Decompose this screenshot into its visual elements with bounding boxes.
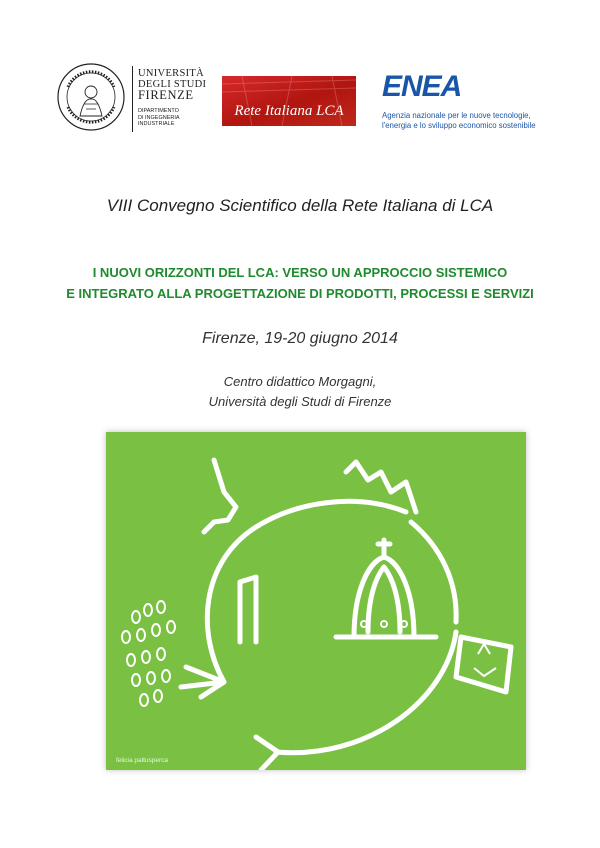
university-seal-icon xyxy=(56,62,126,132)
artwork-credit: felicia paltusperca xyxy=(116,757,169,764)
cover-artwork xyxy=(106,432,526,770)
enea-tagline-line2: l'energia e lo sviluppo economico sostenibile xyxy=(382,120,536,130)
department-line2: DI INGEGNERIA xyxy=(138,114,180,121)
cycle-arrow-icon xyxy=(256,737,278,770)
florence-cycle-illustration xyxy=(106,432,526,770)
university-line1: UNIVERSITÀ xyxy=(138,68,204,79)
department-line3: INDUSTRIALE xyxy=(138,121,175,127)
enea-logo xyxy=(382,70,572,132)
theme-line1: I NUOVI ORIZZONTI DEL LCA: VERSO UN APPROCCIO SISTEMICO xyxy=(92,265,508,280)
enea-tagline-line1: Agenzia nazionale per le nuove tecnologie, xyxy=(382,111,531,120)
conference-venue xyxy=(0,372,600,412)
conference-theme xyxy=(0,262,600,304)
lifecycle-circle xyxy=(276,632,456,753)
rete-italiana-lca-logo xyxy=(222,76,356,126)
logo-divider xyxy=(132,66,133,132)
rete-logo-text: Rete Italiana LCA xyxy=(234,103,344,119)
department-line1: DIPARTIMENTO xyxy=(138,108,179,114)
venue-line2: Università degli Studi di Firenze xyxy=(208,394,392,409)
university-line3: FIRENZE xyxy=(138,88,194,102)
theme-line2: E INTEGRATO ALLA PROGETTAZIONE DI PRODOTTI, PROCESSI E SERVIZI xyxy=(66,286,534,301)
conference-date: Firenze, 19-20 giugno 2014 xyxy=(202,330,398,347)
university-line2: DEGLI STUDI xyxy=(138,79,207,90)
tower-icon xyxy=(240,577,256,642)
university-name xyxy=(138,68,218,101)
enea-tagline xyxy=(382,111,572,130)
enea-wordmark: ENEA xyxy=(382,70,462,103)
venue-line1: Centro didattico Morgagni, xyxy=(223,374,377,389)
conference-title: VIII Convegno Scientifico della Rete Italiana di LCA xyxy=(106,196,494,215)
department-name xyxy=(138,108,218,128)
unifi-logo xyxy=(56,62,206,142)
